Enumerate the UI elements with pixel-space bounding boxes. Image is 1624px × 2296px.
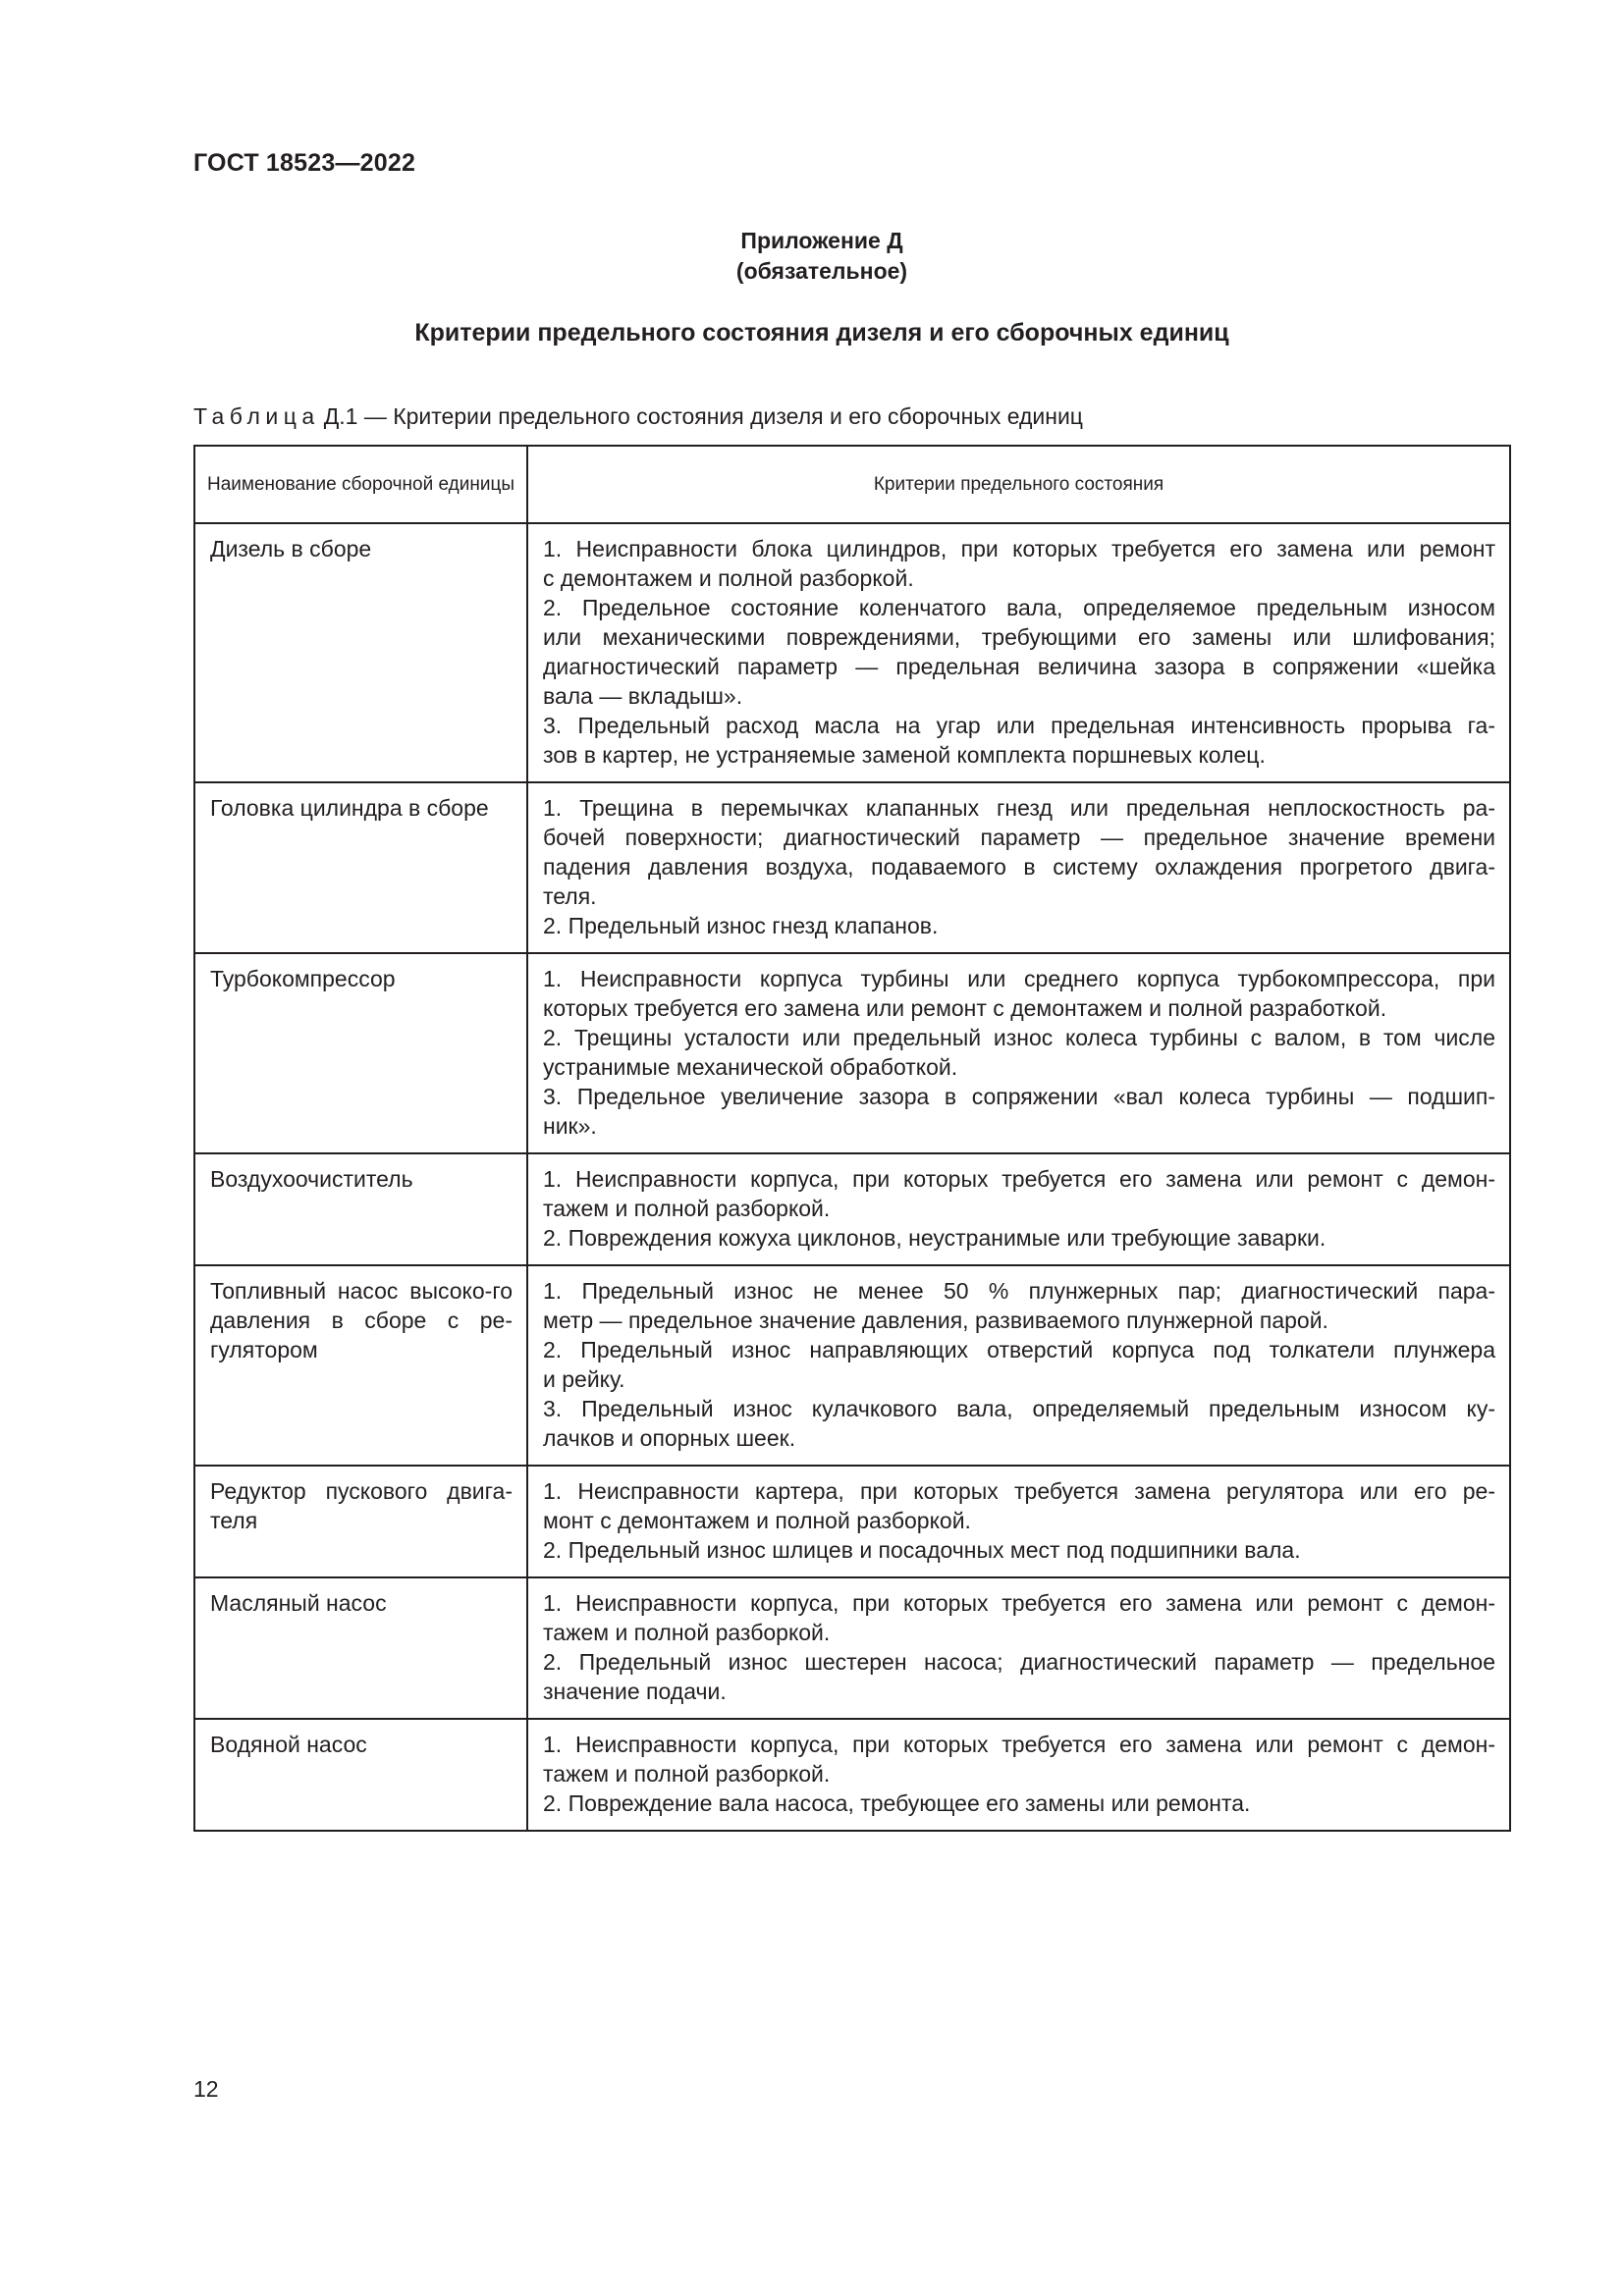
appendix-status: (обязательное) xyxy=(735,258,908,284)
unit-name-cell: Воздухоочиститель xyxy=(194,1153,527,1265)
table-row xyxy=(194,1466,1510,1577)
criteria-cell xyxy=(527,523,1510,782)
table-body xyxy=(194,523,1510,1831)
criteria-line: 2. Предельный износ шестерен насоса; диагностический параметр — предельное xyxy=(543,1649,1495,1675)
criteria-line: тажем и полной разборкой. xyxy=(543,1620,831,1645)
criteria-cell xyxy=(527,1719,1510,1831)
criteria-line: 3. Предельное увеличение зазора в сопряжении «вал колеса турбины — подшип- xyxy=(543,1084,1495,1109)
header-criteria: Критерии предельного состояния xyxy=(527,446,1510,523)
appendix-title: Критерии предельного состояния дизеля и его сборочных единиц xyxy=(414,319,1229,347)
criteria-line: лачков и опорных шеек. xyxy=(543,1425,796,1451)
criteria-cell xyxy=(527,1265,1510,1466)
criteria-line: 1. Неисправности корпуса, при которых требуется его замена или ремонт с демон- xyxy=(543,1732,1495,1757)
table-row xyxy=(194,1577,1510,1719)
criteria-line: тажем и полной разборкой. xyxy=(543,1196,831,1221)
criteria-line: 2. Предельный износ шлицев и посадочных мест под подшипники вала. xyxy=(543,1537,1301,1563)
criteria-cell xyxy=(527,1153,1510,1265)
table-row xyxy=(194,953,1510,1153)
page-number: 12 xyxy=(193,2076,219,2102)
criteria-line: падения давления воздуха, подаваемого в систему охлаждения прогретого двига- xyxy=(543,854,1495,880)
criteria-line: и рейку. xyxy=(543,1366,625,1392)
criteria-line: вала — вкладыш». xyxy=(543,683,743,709)
criteria-line: с демонтажем и полной разборкой. xyxy=(543,565,914,591)
criteria-line: 1. Неисправности корпуса, при которых требуется его замена или ремонт с демон- xyxy=(543,1166,1495,1192)
criteria-line: диагностический параметр — предельная величина зазора в сопряжении «шейка xyxy=(543,654,1495,679)
criteria-line: теля. xyxy=(543,883,597,909)
criteria-line: 2. Трещины усталости или предельный износ колеса турбины с валом, в том числе xyxy=(543,1025,1495,1050)
table-header-row xyxy=(194,446,1510,523)
table-caption-word: Таблица xyxy=(193,403,320,429)
criteria-line: зов в картер, не устраняемые заменой комплекта поршневых колец. xyxy=(543,742,1266,768)
table-caption-text: Д.1 — Критерии предельного состояния дизеля и его сборочных единиц xyxy=(323,403,1083,429)
criteria-line: бочей поверхности; диагностический параметр — предельное значение времени xyxy=(543,825,1495,850)
unit-name-cell: Дизель в сборе xyxy=(194,523,527,782)
criteria-line: 2. Предельный износ направляющих отверстий корпуса под толкатели плунжера xyxy=(543,1337,1495,1362)
unit-name-cell: Водяной насос xyxy=(194,1719,527,1831)
criteria-line: которых требуется его замена или ремонт с демонтажем и полной разработкой. xyxy=(543,995,1387,1021)
criteria-line: 2. Повреждения кожуха циклонов, неустранимые или требующие заварки. xyxy=(543,1225,1326,1251)
criteria-line: значение подачи. xyxy=(543,1679,727,1704)
criteria-cell xyxy=(527,782,1510,953)
unit-name-cell: Редуктор пускового двига-теля xyxy=(194,1466,527,1577)
table-row xyxy=(194,523,1510,782)
criteria-line: 2. Предельное состояние коленчатого вала, определяемое предельным износом xyxy=(543,595,1495,620)
header-unit: Наименование сборочной единицы xyxy=(194,446,527,523)
unit-name-cell: Топливный насос высоко-го давления в сборе с ре-гулятором xyxy=(194,1265,527,1466)
criteria-line: 3. Предельный износ кулачкового вала, определяемый предельным износом ку- xyxy=(543,1396,1495,1421)
criteria-line: 2. Предельный износ гнезд клапанов. xyxy=(543,913,939,938)
table-row xyxy=(194,1265,1510,1466)
criteria-line: ник». xyxy=(543,1113,597,1139)
unit-name-cell: Турбокомпрессор xyxy=(194,953,527,1153)
appendix-heading xyxy=(0,226,1624,287)
criteria-cell xyxy=(527,953,1510,1153)
criteria-line: или механическими повреждениями, требующими его замены или шлифования; xyxy=(543,624,1495,650)
appendix-label: Приложение Д xyxy=(740,228,903,253)
criteria-line: монт с демонтажем и полной разборкой. xyxy=(543,1508,971,1533)
criteria-line: 1. Неисправности корпуса турбины или среднего корпуса турбокомпрессора, при xyxy=(543,966,1495,991)
unit-name-cell: Масляный насос xyxy=(194,1577,527,1719)
document-code: ГОСТ 18523—2022 xyxy=(193,149,416,177)
criteria-line: 1. Предельный износ не менее 50 % плунжерных пар; диагностический пара- xyxy=(543,1278,1495,1304)
criteria-line: 1. Неисправности блока цилиндров, при которых требуется его замена или ремонт xyxy=(543,536,1495,561)
criteria-line: тажем и полной разборкой. xyxy=(543,1761,831,1787)
criteria-line: устранимые механической обработкой. xyxy=(543,1054,958,1080)
table-row xyxy=(194,1719,1510,1831)
criteria-line: 3. Предельный расход масла на угар или предельная интенсивность прорыва га- xyxy=(543,713,1495,738)
criteria-line: 1. Трещина в перемычках клапанных гнезд или предельная неплоскостность ра- xyxy=(543,795,1495,821)
criteria-line: 2. Повреждение вала насоса, требующее его замены или ремонта. xyxy=(543,1790,1251,1816)
criteria-line: метр — предельное значение давления, развиваемого плунжерной парой. xyxy=(543,1308,1328,1333)
table-row xyxy=(194,782,1510,953)
unit-name-cell: Головка цилиндра в сборе xyxy=(194,782,527,953)
criteria-cell xyxy=(527,1466,1510,1577)
criteria-line: 1. Неисправности картера, при которых требуется замена регулятора или его ре- xyxy=(543,1478,1495,1504)
table-row xyxy=(194,1153,1510,1265)
criteria-line: 1. Неисправности корпуса, при которых требуется его замена или ремонт с демон- xyxy=(543,1590,1495,1616)
criteria-table xyxy=(193,445,1511,1832)
table-caption xyxy=(193,403,1083,430)
criteria-cell xyxy=(527,1577,1510,1719)
